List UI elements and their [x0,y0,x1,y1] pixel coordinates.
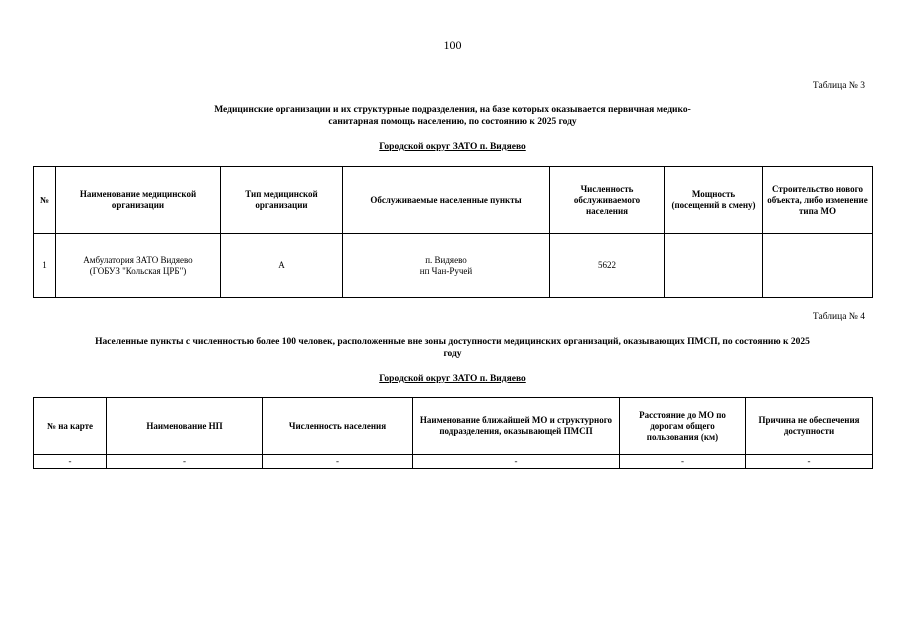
table3-cell-settlement-line2: нп Чан-Ручей [419,265,473,276]
table3 [33,166,873,298]
page-number: 100 [443,38,462,52]
table3-header-type: Тип медицинской организации [221,167,343,234]
table3-cell-settlements [343,234,550,298]
table3-header-settlements: Обслуживаемые населенные пункты [343,167,550,234]
table3-header-capacity: Мощность (посещений в смену) [665,167,763,234]
table3-label: Таблица № 3 [812,81,865,91]
table3-header-construction: Строительство нового объекта, либо изменение типа МО [763,167,873,234]
table3-cell-capacity [665,234,763,298]
table4-header-reason: Причина не обеспечения доступности [746,398,873,455]
table3-title-line1: Медицинские организации и их структурные подразделения, на базе которых оказывается первичная медико- [214,105,691,115]
table4-cell: - [107,455,263,469]
table4-cell: - [620,455,746,469]
table3-cell-org [56,234,221,298]
table3-subtitle: Городской округ ЗАТО п. Видяево [379,142,526,152]
table4-cell: - [263,455,413,469]
table4 [33,397,873,469]
table4-header-np-name: Наименование НП [107,398,263,455]
table4-header-population: Численность населения [263,398,413,455]
table3-cell-population: 5622 [550,234,665,298]
table3-header-population: Численность обслуживаемого населения [550,167,665,234]
table4-cell: - [746,455,873,469]
table3-cell-type: А [221,234,343,298]
table4-header-row [34,398,873,455]
table4-label: Таблица № 4 [812,312,865,322]
table3-cell-num: 1 [34,234,56,298]
table4-header-distance: Расстояние до МО по дорогам общего пользования (км) [620,398,746,455]
table-row [34,234,873,298]
table4-header-nearest-mo: Наименование ближайшей МО и структурного подразделения, оказывающей ПМСП [413,398,620,455]
table3-header-num: № [34,167,56,234]
table4-cell: - [34,455,107,469]
table4-title-line1: Населенные пункты с численностью более 100 человек, расположенные вне зоны доступности медицинских организаций, оказывающих ПМСП, по состоянию к 2025 [95,337,810,347]
table3-cell-org-line2: (ГОБУЗ "Кольская ЦРБ") [89,265,187,276]
table3-cell-org-line1: Амбулатория ЗАТО Видяево [83,254,193,265]
table3-title-line2: санитарная помощь населению, по состоянию к 2025 году [328,117,577,127]
table4-title-line2: году [443,349,462,359]
table3-header-row [34,167,873,234]
table4-title [40,336,865,360]
table3-header-org: Наименование медицинской организации [56,167,221,234]
table3-cell-settlement-line1: п. Видяево [425,254,467,265]
table4-subtitle: Городской округ ЗАТО п. Видяево [379,374,526,384]
table4-header-map-num: № на карте [34,398,107,455]
table-row [34,455,873,469]
table4-cell: - [413,455,620,469]
table3-title [40,104,865,128]
table3-cell-construction [763,234,873,298]
